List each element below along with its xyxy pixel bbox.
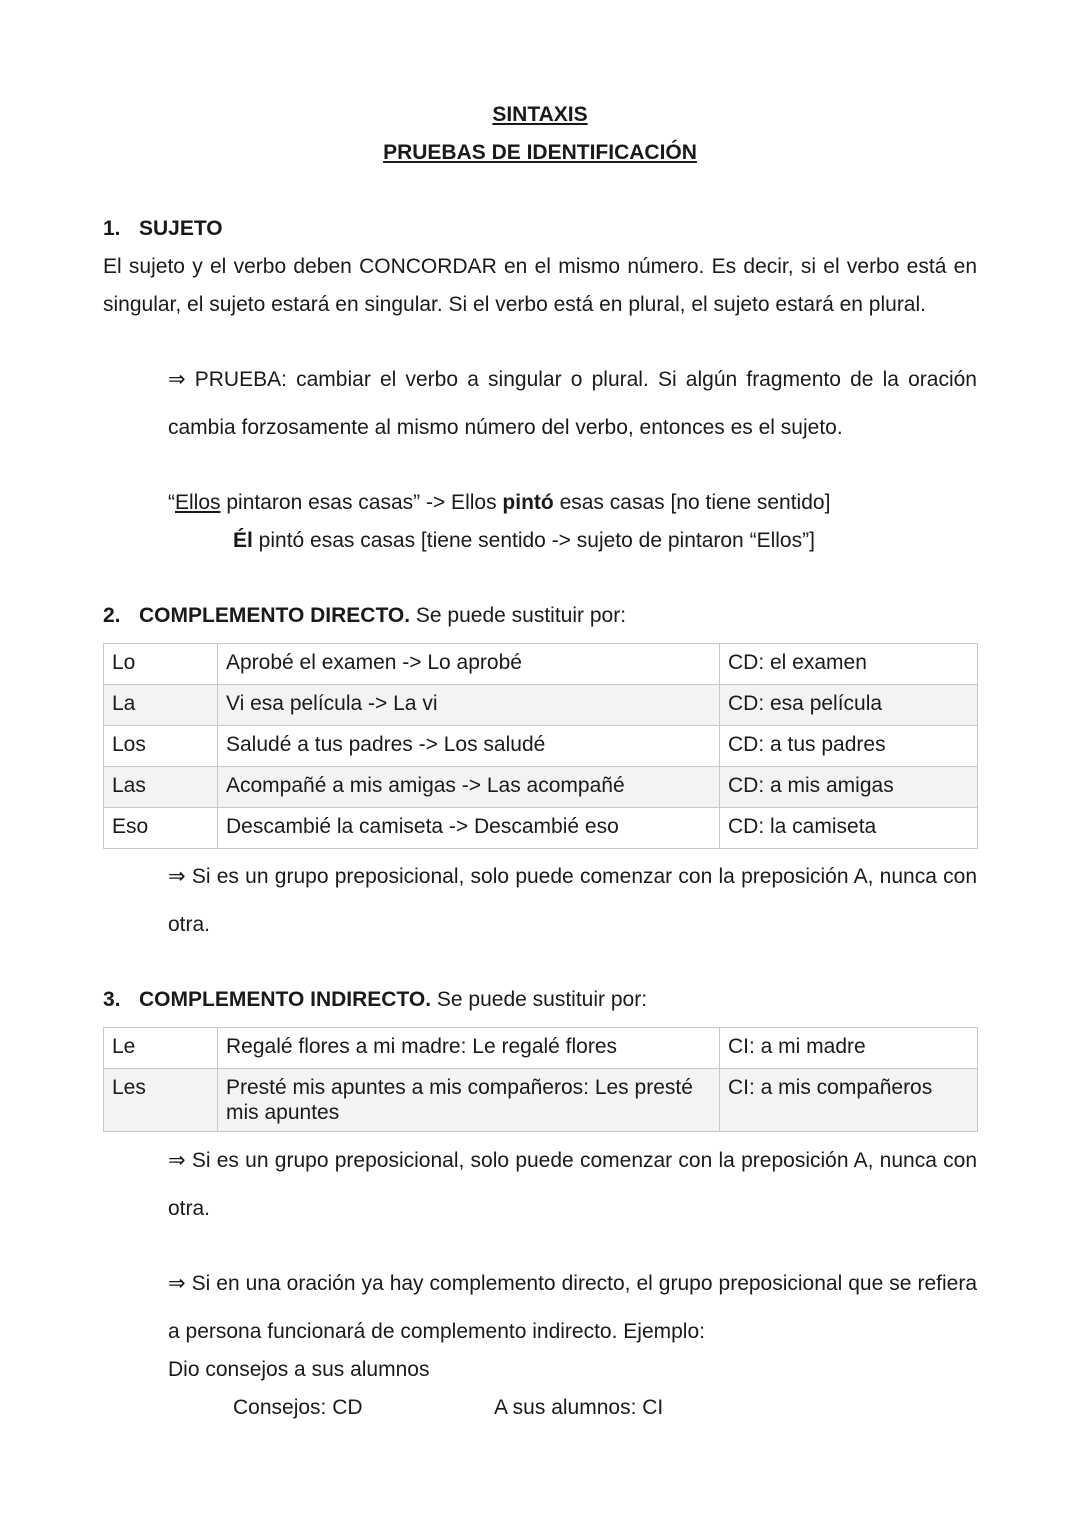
section-3-heading [103,988,647,1012]
table-row [104,644,978,685]
document-title: SINTAXIS [492,103,588,126]
pronoun-cell: Les [104,1069,218,1132]
ci-table [103,1027,978,1132]
section-title: SUJETO [139,217,223,240]
document-subtitle: PRUEBAS DE IDENTIFICACIÓN [383,141,697,164]
example-cd-label: Consejos: CD [233,1396,363,1419]
pronoun-cell: Le [104,1028,218,1069]
section-title: COMPLEMENTO DIRECTO. [139,604,411,627]
example-verb: pintó [502,491,554,514]
example-cell: Aprobé el examen -> Lo aprobé [218,644,720,685]
pronoun-cell: Lo [104,644,218,685]
section-2-note: ⇒ Si es un grupo preposicional, solo puede comenzar con la preposición A, nunca con otra. [168,865,977,936]
function-cell: CD: a mis amigas [720,767,978,808]
example-line-1 [168,491,830,515]
table-row [104,1069,978,1132]
pronoun-cell: Las [104,767,218,808]
example-line-2 [233,529,815,553]
example-text: pintó esas casas [tiene sentido -> sujeto de pintaron “Ellos”] [252,529,815,552]
table-row [104,685,978,726]
table-row [104,726,978,767]
section-title: COMPLEMENTO INDIRECTO. [139,988,432,1011]
pronoun-cell: La [104,685,218,726]
section-1-prueba: ⇒ PRUEBA: cambiar el verbo a singular o plural. Si algún fragmento de la oración cambia forzosamente al mismo número del verbo, entonces es el sujeto. [168,368,977,439]
function-cell: CD: a tus padres [720,726,978,767]
section-number: 1. [103,217,121,240]
example-cell: Saludé a tus padres -> Los saludé [218,726,720,767]
quote-open: “ [168,491,175,514]
pronoun-cell: Los [104,726,218,767]
example-cell: Acompañé a mis amigas -> Las acompañé [218,767,720,808]
example-cell: Presté mis apuntes a mis compañeros: Les presté mis apuntes [218,1069,720,1132]
example-cell: Vi esa película -> La vi [218,685,720,726]
section-2-heading [103,604,626,628]
function-cell: CD: la camiseta [720,808,978,849]
section-1-paragraph: El sujeto y el verbo deben CONCORDAR en el mismo número. Es decir, si el verbo está en singular, el sujeto estará en singular. Si el verbo está en plural, el sujeto estará en plural. [103,255,977,316]
example-cell: Regalé flores a mi madre: Le regalé flores [218,1028,720,1069]
section-subtitle: Se puede sustituir por: [410,604,627,627]
table-row [104,808,978,849]
function-cell: CI: a mi madre [720,1028,978,1069]
section-3-example: Dio consejos a sus alumnos [168,1358,430,1381]
pronoun-cell: Eso [104,808,218,849]
example-cell: Descambié la camiseta -> Descambié eso [218,808,720,849]
example-subject: Él [233,529,253,552]
function-cell: CD: esa película [720,685,978,726]
section-3-note-2: ⇒ Si en una oración ya hay complemento directo, el grupo preposicional que se refiera a persona funcionará de complemento indirecto. Ejemplo: [168,1272,977,1343]
function-cell: CI: a mis compañeros [720,1069,978,1132]
section-subtitle: Se puede sustituir por: [431,988,648,1011]
example-subject: Ellos [175,491,221,514]
section-number: 2. [103,604,121,627]
section-3-note: ⇒ Si es un grupo preposicional, solo puede comenzar con la preposición A, nunca con otra. [168,1149,977,1220]
table-row [104,1028,978,1069]
function-cell: CD: el examen [720,644,978,685]
example-text: esas casas [no tiene sentido] [553,491,831,514]
section-number: 3. [103,988,121,1011]
example-text: pintaron esas casas” -> Ellos [220,491,503,514]
example-ci-label: A sus alumnos: CI [494,1396,664,1419]
table-row [104,767,978,808]
cd-table [103,643,978,849]
section-1-heading [103,217,223,241]
